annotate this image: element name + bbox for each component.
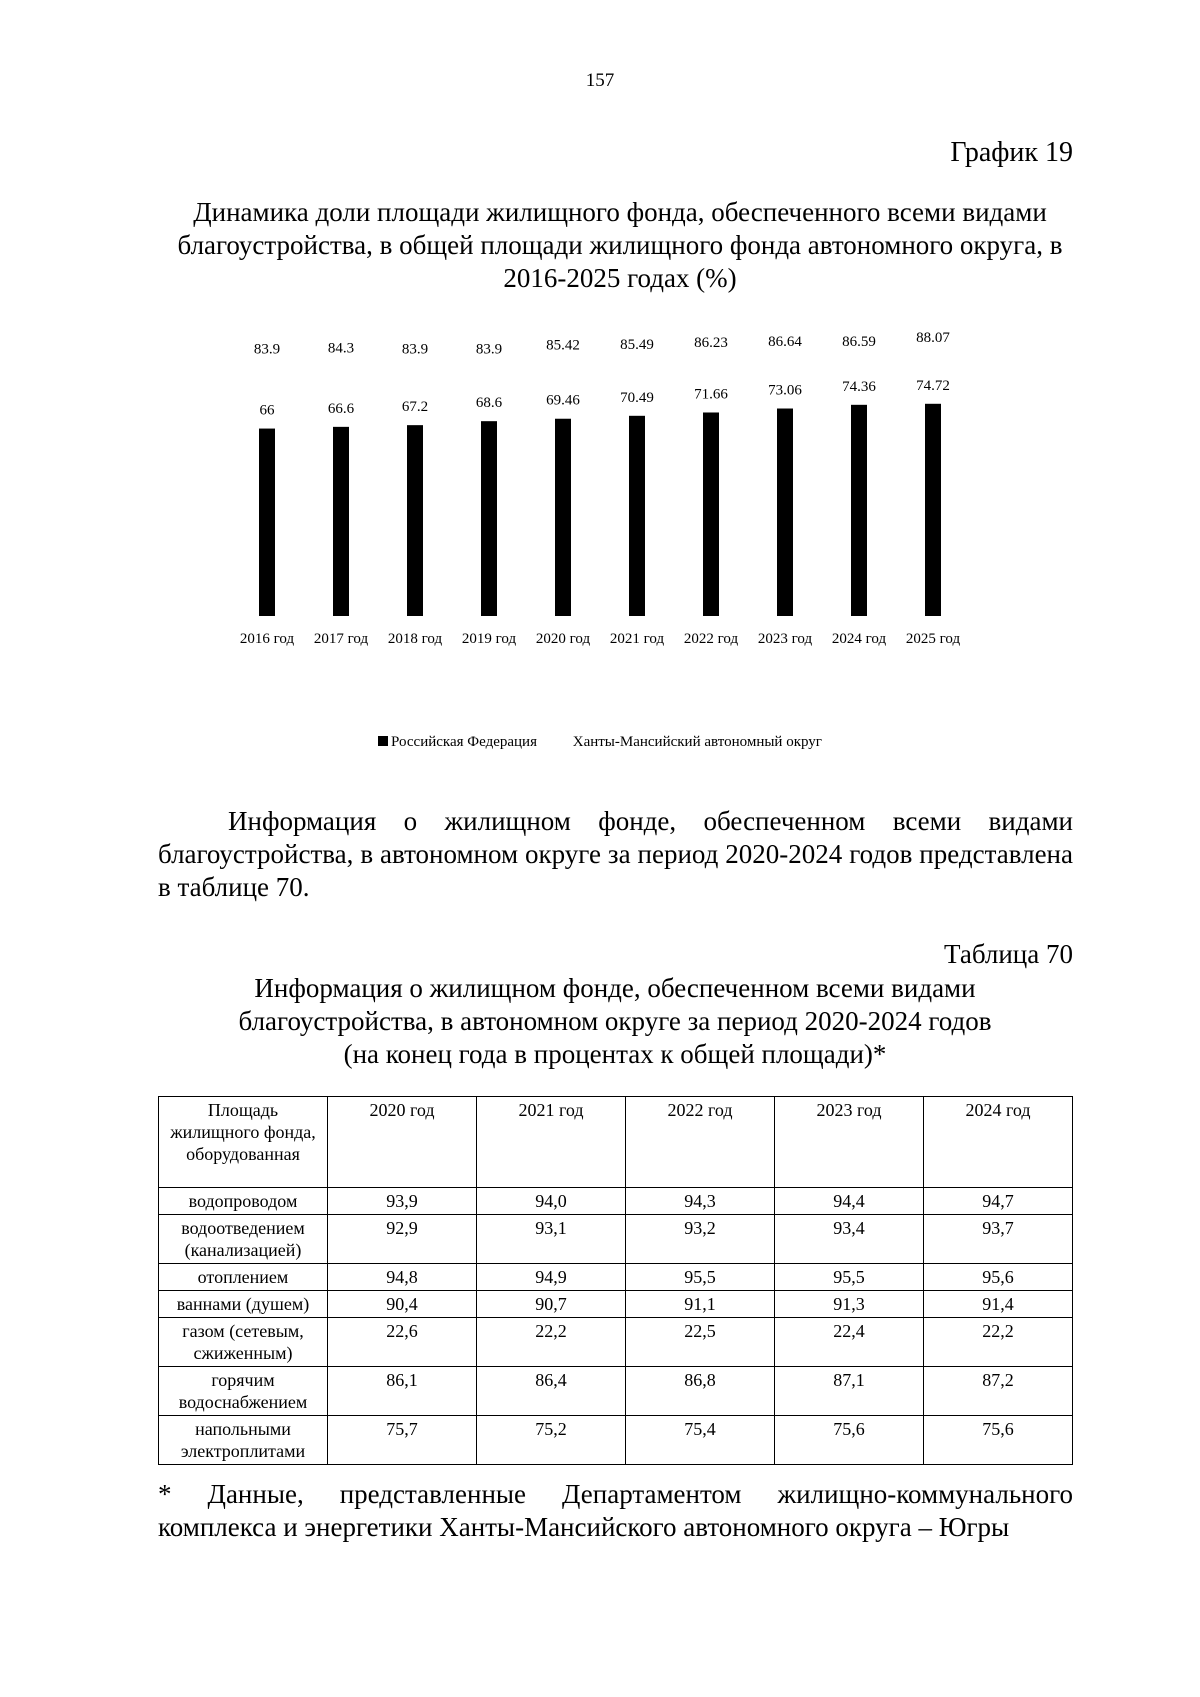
info-paragraph [158, 805, 1073, 904]
table-cell: 91,4 [924, 1291, 1073, 1318]
legend-item-rf [378, 734, 537, 751]
table-cell: 87,2 [924, 1367, 1073, 1416]
table-cell: 86,8 [626, 1367, 775, 1416]
legend-swatch-rf [378, 736, 388, 746]
data-label-rf: 68.6 [475, 395, 503, 412]
table-cell: 75,4 [626, 1416, 775, 1465]
x-tick-label: 2022 год [683, 631, 739, 647]
row-label: ваннами (душем) [159, 1291, 328, 1318]
table-cell: 75,6 [775, 1416, 924, 1465]
data-label-hmao: 86.23 [694, 335, 728, 352]
x-tick-label: 2016 год [239, 631, 295, 647]
bar-rf [851, 405, 867, 616]
table-cell: 90,4 [328, 1291, 477, 1318]
bar-rf [481, 421, 497, 616]
table-cell: 86,4 [477, 1367, 626, 1416]
x-tick-label: 2017 год [313, 631, 369, 647]
bar-rf [703, 412, 719, 616]
header-cell-year: 2022 год [626, 1097, 775, 1188]
table-row [159, 1188, 1073, 1215]
table-cell: 95,5 [626, 1264, 775, 1291]
row-label: горячим водоснабжением [159, 1367, 328, 1416]
data-label-rf: 70.49 [620, 389, 654, 406]
table-row [159, 1215, 1073, 1264]
data-label-rf: 66 [259, 402, 275, 419]
table-cell: 91,3 [775, 1291, 924, 1318]
header-cell-year: 2023 год [775, 1097, 924, 1188]
table-cell: 94,7 [924, 1188, 1073, 1215]
chart-title: Динамика доли площади жилищного фонда, обеспеченного всеми видами благоустройства, в общей площади жилищного фонда автономного округа, в 2016-2025 годах (%) [177, 197, 1063, 293]
x-tick-label: 2019 год [461, 631, 517, 647]
data-label-rf: 71.66 [694, 386, 728, 403]
table-row [159, 1318, 1073, 1367]
table-title-line: Информация о жилищном фонде, обеспеченном всеми видами [254, 973, 976, 1003]
page-number: 157 [585, 70, 615, 91]
legend-label-rf: Российская Федерация [391, 734, 537, 750]
table-row [159, 1264, 1073, 1291]
table-cell: 93,4 [775, 1215, 924, 1264]
table-cell: 75,7 [328, 1416, 477, 1465]
row-label: отоплением [159, 1264, 328, 1291]
bar-rf [925, 404, 941, 616]
table-cell: 94,0 [477, 1188, 626, 1215]
data-label-hmao: 83.9 [401, 341, 429, 358]
table-cell: 22,2 [477, 1318, 626, 1367]
table-row [159, 1291, 1073, 1318]
data-label-rf: 74.36 [842, 378, 876, 395]
table-cell: 75,6 [924, 1416, 1073, 1465]
bar-rf [629, 416, 645, 616]
bar-chart [230, 330, 970, 720]
table-cell: 95,6 [924, 1264, 1073, 1291]
bar-rf [333, 427, 349, 616]
data-label-hmao: 85.42 [546, 337, 580, 354]
bar-rf [555, 419, 571, 616]
table-row [159, 1416, 1073, 1465]
x-tick-label: 2020 год [535, 631, 591, 647]
table-cell: 22,2 [924, 1318, 1073, 1367]
info-paragraph-text: Информация о жилищном фонде, обеспеченном всеми видами благоустройства, в автономном округе за период 2020-2024 годов представлена в таблице 70. [158, 806, 1073, 902]
row-label: напольными электроплитами [159, 1416, 328, 1465]
table-header-row [159, 1097, 1073, 1188]
data-label-rf: 73.06 [768, 382, 802, 399]
data-label-rf: 69.46 [546, 392, 580, 409]
data-label-hmao: 85.49 [620, 337, 654, 354]
bar-rf [259, 429, 275, 616]
data-label-hmao: 88.07 [916, 330, 950, 346]
data-label-hmao: 83.9 [475, 341, 503, 358]
data-label-hmao: 83.9 [253, 341, 281, 358]
data-label-rf: 74.72 [916, 377, 950, 394]
table-cell: 95,5 [775, 1264, 924, 1291]
data-label-hmao: 86.59 [842, 334, 876, 351]
header-cell-area: Площадь жилищного фонда, оборудованная [159, 1097, 328, 1188]
table-cell: 94,8 [328, 1264, 477, 1291]
table-cell: 87,1 [775, 1367, 924, 1416]
row-label: водопроводом [159, 1188, 328, 1215]
table-cell: 22,6 [328, 1318, 477, 1367]
table-title-line: благоустройства, в автономном округе за период 2020-2024 годов [238, 1006, 992, 1036]
table-cell: 93,1 [477, 1215, 626, 1264]
data-label-hmao: 84.3 [327, 340, 355, 357]
row-label: водоотведением (канализацией) [159, 1215, 328, 1264]
x-tick-label: 2021 год [609, 631, 665, 647]
legend-item-hmao [573, 734, 822, 751]
table-row [159, 1367, 1073, 1416]
header-cell-year: 2024 год [924, 1097, 1073, 1188]
table-cell: 93,2 [626, 1215, 775, 1264]
table-cell: 91,1 [626, 1291, 775, 1318]
table-cell: 22,4 [775, 1318, 924, 1367]
header-cell-year: 2021 год [477, 1097, 626, 1188]
data-label-rf: 66.6 [327, 400, 355, 417]
table-cell: 75,2 [477, 1416, 626, 1465]
table-cell: 92,9 [328, 1215, 477, 1264]
table-cell: 93,9 [328, 1188, 477, 1215]
x-tick-label: 2023 год [757, 631, 813, 647]
table-caption: Таблица 70 [944, 939, 1073, 969]
table-cell: 22,5 [626, 1318, 775, 1367]
table-title-line: (на конец года в процентах к общей площади)* [343, 1039, 887, 1069]
data-label-rf: 67.2 [401, 399, 429, 416]
bar-rf [407, 425, 423, 616]
data-label-hmao: 86.64 [768, 333, 802, 350]
table-cell: 86,1 [328, 1367, 477, 1416]
x-tick-label: 2025 год [905, 631, 961, 647]
bar-rf [777, 409, 793, 616]
table-cell: 94,9 [477, 1264, 626, 1291]
table-cell: 94,4 [775, 1188, 924, 1215]
table-title [160, 972, 1070, 1071]
x-tick-label: 2024 год [831, 631, 887, 647]
chart-legend [0, 734, 1200, 751]
x-tick-label: 2018 год [387, 631, 443, 647]
table-body [159, 1188, 1073, 1465]
row-label: газом (сетевым, сжиженным) [159, 1318, 328, 1367]
housing-table [158, 1096, 1073, 1465]
legend-label-hmao: Ханты-Мансийский автономный округ [572, 734, 822, 750]
chart-caption: График 19 [950, 137, 1073, 168]
table-cell: 93,7 [924, 1215, 1073, 1264]
footnote: * Данные, представленные Департаментом жилищно-коммунального комплекса и энергетики Ханты-Мансийского автономного округа – Югры [158, 1479, 1073, 1542]
table-cell: 94,3 [626, 1188, 775, 1215]
table-cell: 90,7 [477, 1291, 626, 1318]
header-cell-year: 2020 год [328, 1097, 477, 1188]
